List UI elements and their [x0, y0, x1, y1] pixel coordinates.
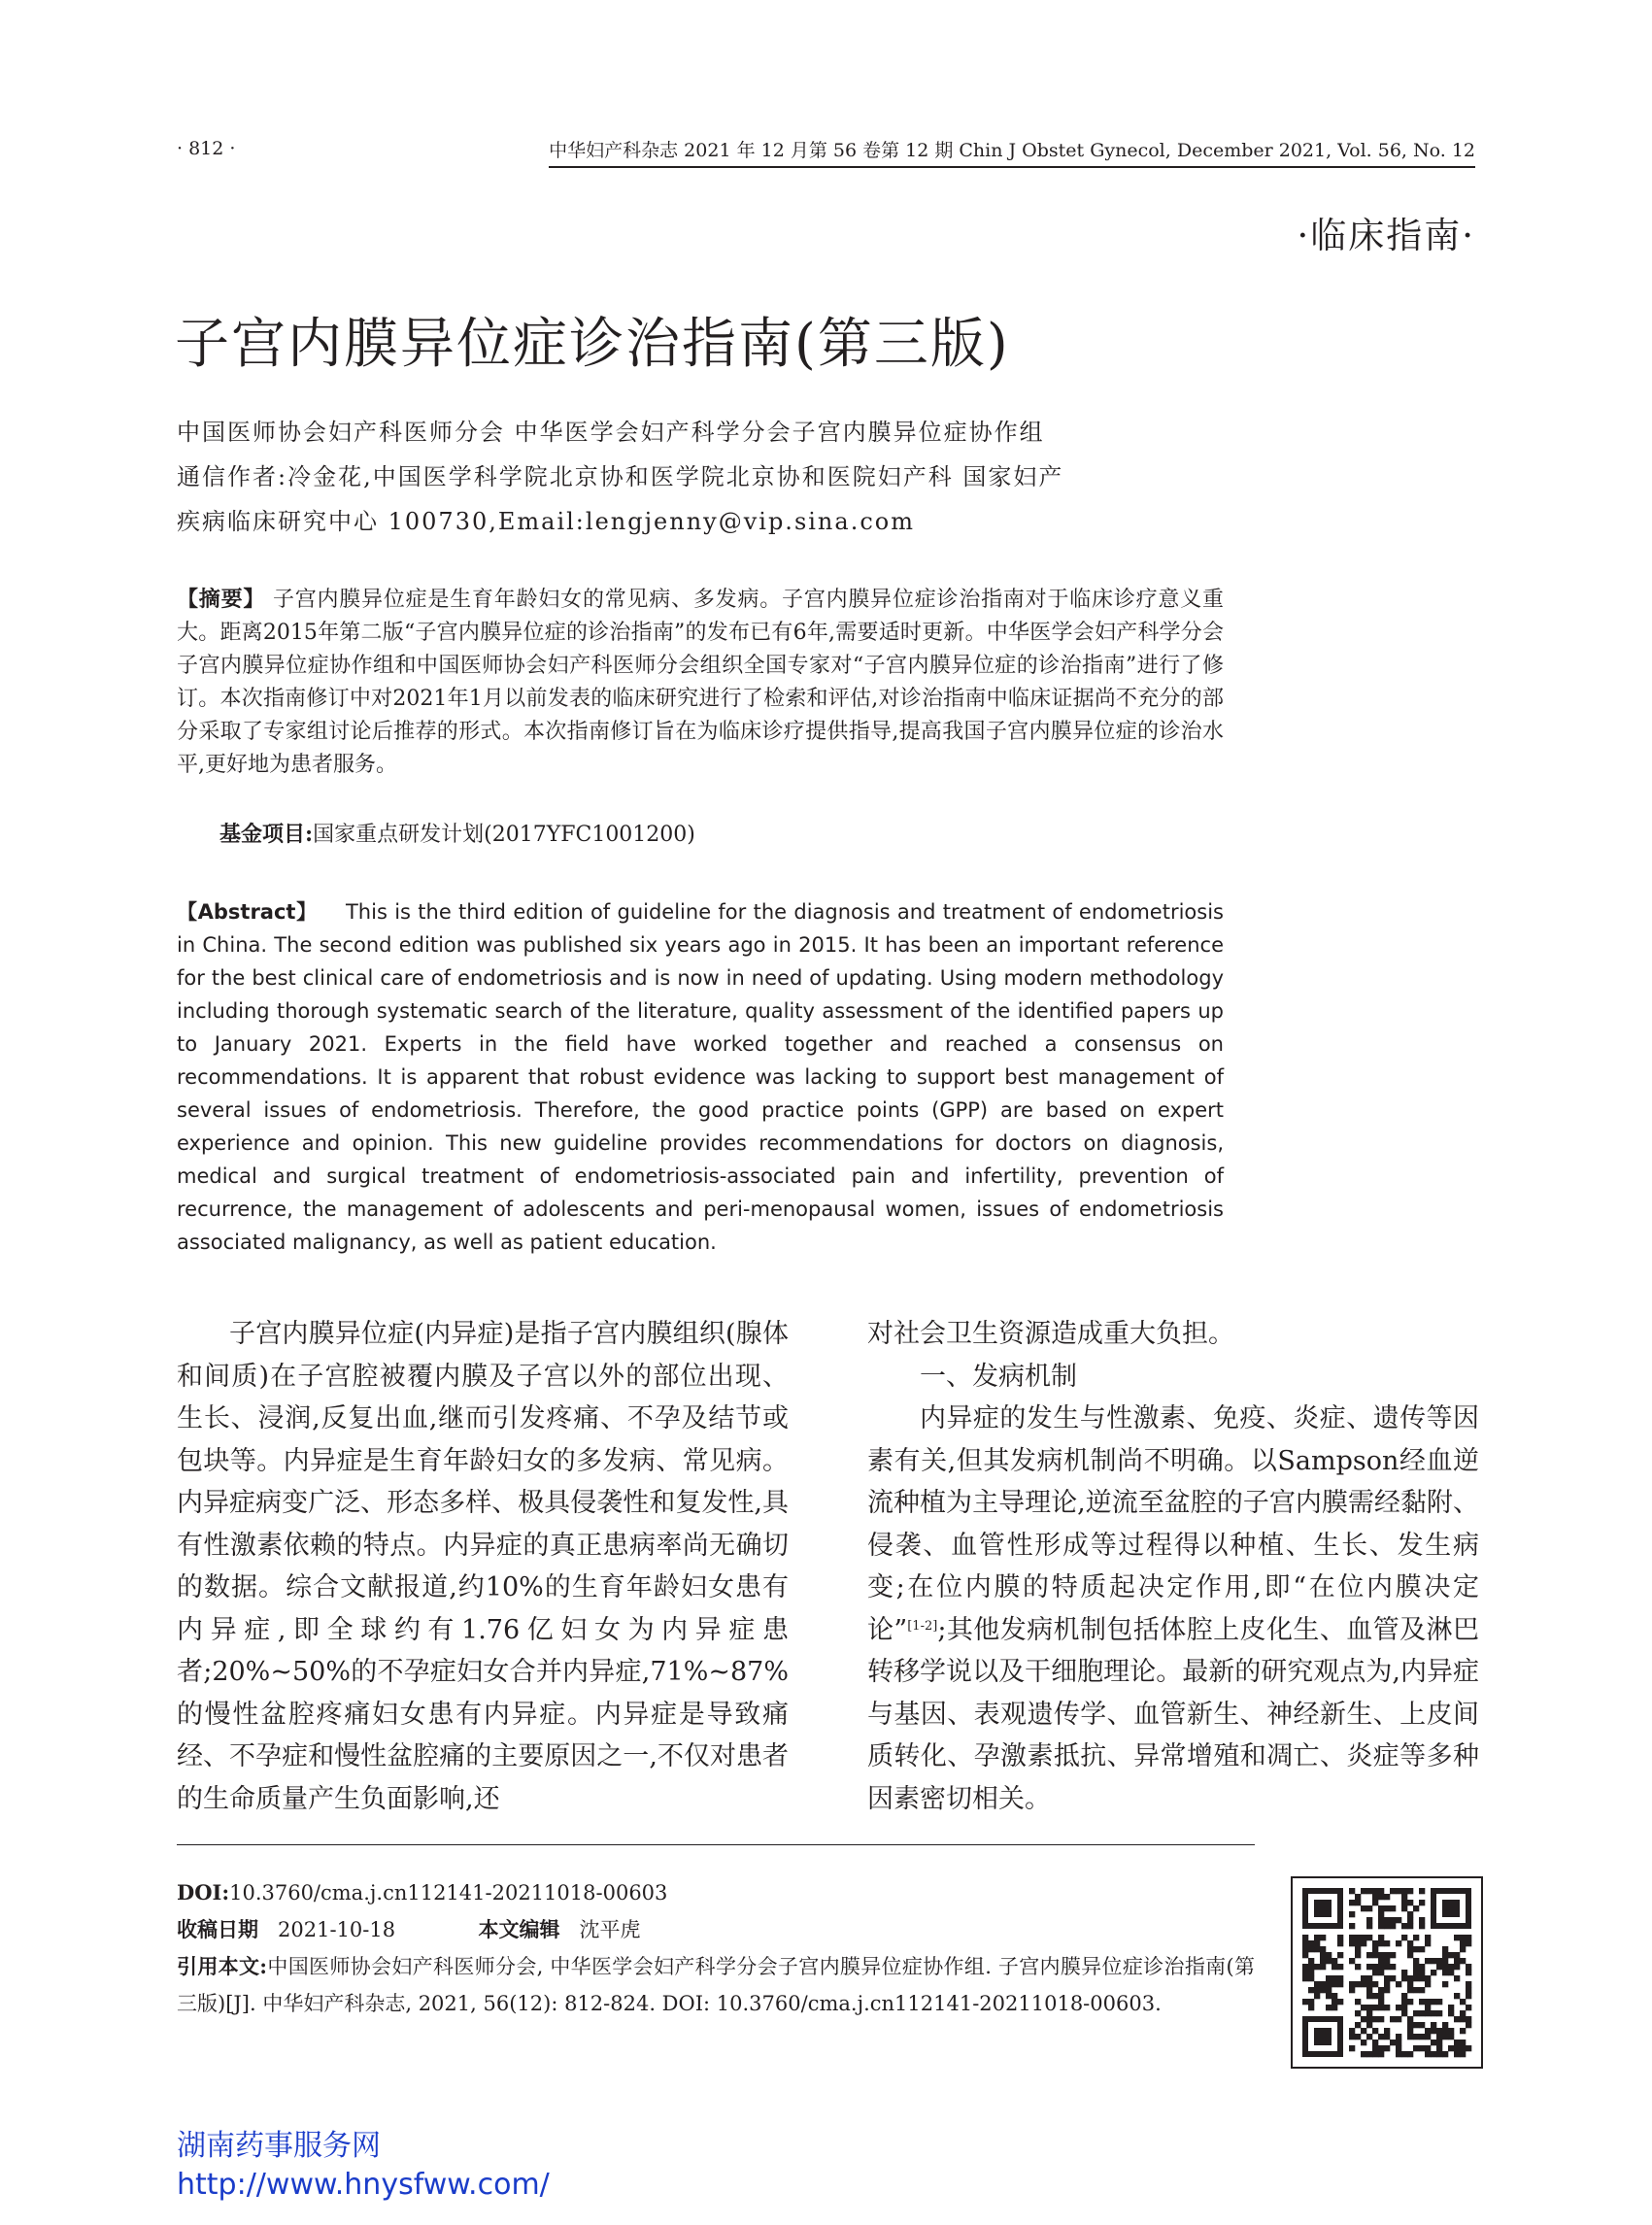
doi-label: DOI: [177, 1880, 230, 1905]
received-line [177, 1911, 1255, 1948]
watermark-url: http://www.hnysfww.com/ [177, 2168, 550, 2202]
body-column-left [177, 1313, 789, 1820]
abstract-chinese-label: 【摘要】 [177, 587, 266, 612]
abstract-chinese-text: 子宫内膜异位症是生育年龄妇女的常见病、多发病。子宫内膜异位症诊治指南对于临床诊疗意义重大。距离2015年第二版“子宫内膜异位症的诊治指南”的发布已有6年,需要适时更新。中华医学会妇产科学分会子宫内膜异位症协作组和中国医师协会妇产科医师分会组织全国专家对“子宫内膜异位症的诊治指南”进行了修订。本次指南修订中对2021年1月以前发表的临床研究进行了检索和评估,对诊治指南中临床证据尚不充分的部分采取了专家组讨论后推荐的形式。本次指南修订旨在为临床诊疗提供指导,提高我国子宫内膜异位症的诊治水平,更好地为患者服务。 [177, 588, 1224, 777]
abstract-chinese [177, 583, 1224, 782]
author-line: 通信作者:冷金花,中国医学科学院北京协和医学院北京协和医院妇产科 国家妇产 [177, 463, 1064, 490]
author-line: 疾病临床研究中心 100730,Email:lengjenny@vip.sina.com [177, 508, 915, 535]
running-head [177, 132, 1475, 171]
journal-citation-line: 中华妇产科杂志 2021 年 12 月第 56 卷第 12 期 Chin J Obstet Gynecol, December 2021, Vol. 56, No. 12 [549, 136, 1475, 168]
footnote-divider [177, 1844, 1255, 1845]
citation-text: 中国医师协会妇产科医师分会, 中华医学会妇产科学分会子宫内膜异位症协作组. 子宫内膜异位症诊治指南(第三版)[J]. 中华妇产科杂志, 2021, 56(12): 812-824. DOI: 10.3760/cma.j.cn112141-20211018-00603. [177, 1955, 1255, 2015]
body-column-right [867, 1313, 1479, 1820]
editor-name: 沈平虎 [579, 1918, 641, 1941]
abstract-english-text: This is the third edition of guideline for the diagnosis and treatment of endometriosis in China. The second edition was published six years ago in 2015. It has been an important reference for the best clinical care of endometriosis and is now in need of updating. Using modern methodology including thorough systematic search of the literature, quality assessment of the identified papers up to January 2021. Experts in the field have worked together and reached a consensus on recommendations. It is apparent that robust evidence was lacking to support best management of several issues of endometriosis. Therefore, the good practice points (GPP) are based on expert experience and opinion. This new guideline provides recommendations for doctors on diagnosis, medical and surgical treatment of endometriosis-associated pain and infertility, prevention of recurrence, the management of adolescents and peri-menopausal women, issues of endometriosis associated malignancy, as well as patient education. [177, 900, 1224, 1254]
section-text-part: ;其他发病机制包括体腔上皮化生、血管及淋巴转移学说以及干细胞理论。最新的研究观点为,内异症与基因、表观遗传学、血管新生、神经新生、上皮间质转化、孕激素抵抗、异常增殖和凋亡、炎症等多种因素密切相关。 [867, 1614, 1479, 1814]
section-paragraph [867, 1398, 1479, 1820]
section-text-part: 内异症的发生与性激素、免疫、炎症、遗传等因素有关,但其发病机制尚不明确。以Sampson经血逆流种植为主导理论,逆流至盆腔的子宫内膜需经黏附、侵袭、血管性形成等过程得以种植、生长、发生病变;在位内膜的特质起决定作用,即“在位内膜决定论” [867, 1403, 1479, 1645]
section-heading: 一、发病机制 [920, 1361, 1077, 1392]
article-title: 子宫内膜异位症诊治指南(第三版) [175, 313, 1010, 376]
author-block [177, 410, 1264, 544]
footnotes [177, 1874, 1255, 2022]
fund-line [219, 818, 695, 848]
fund-label: 基金项目: [219, 822, 314, 847]
received-date: 2021-10-18 [278, 1918, 396, 1941]
watermark-site-name: 湖南药事服务网 [177, 2129, 381, 2163]
qr-code [1291, 1876, 1483, 2069]
page-number: · 812 · [177, 138, 236, 159]
author-line: 中国医师协会妇产科医师分会 中华医学会妇产科学分会子宫内膜异位症协作组 [177, 419, 1045, 446]
abstract-english-label: 【Abstract】 [177, 900, 318, 924]
fund-text: 国家重点研发计划(2017YFC1001200) [313, 823, 695, 847]
doi-line [177, 1874, 1255, 1911]
intro-paragraph-continued: 对社会卫生资源造成重大负担。 [867, 1319, 1234, 1349]
editor-label: 本文编辑 [478, 1917, 560, 1941]
reference-marker: [1-2] [907, 1618, 938, 1634]
watermark [177, 2127, 550, 2205]
citation-label: 引用本文: [177, 1954, 268, 1978]
received-label: 收稿日期 [177, 1917, 258, 1941]
column-label: ·临床指南· [1297, 215, 1475, 256]
qr-code-pattern [1293, 1878, 1481, 2067]
citation-line [177, 1948, 1255, 2022]
abstract-english [177, 895, 1224, 1259]
doi-value: 10.3760/cma.j.cn112141-20211018-00603 [229, 1881, 668, 1905]
intro-paragraph: 子宫内膜异位症(内异症)是指子宫内膜组织(腺体和间质)在子宫腔被覆内膜及子宫以外的部位出现、生长、浸润,反复出血,继而引发疼痛、不孕及结节或包块等。内异症是生育年龄妇女的多发病、常见病。内异症病变广泛、形态多样、极具侵袭性和复发性,具有性激素依赖的特点。内异症的真正患病率尚无确切的数据。综合文献报道,约10%的生育年龄妇女患有内异症,即全球约有1.76亿妇女为内异症患者;20%~50%的不孕症妇女合并内异症,71%~87%的慢性盆腔疼痛妇女患有内异症。内异症是导致痛经、不孕症和慢性盆腔痛的主要原因之一,不仅对患者的生命质量产生负面影响,还 [177, 1319, 789, 1814]
